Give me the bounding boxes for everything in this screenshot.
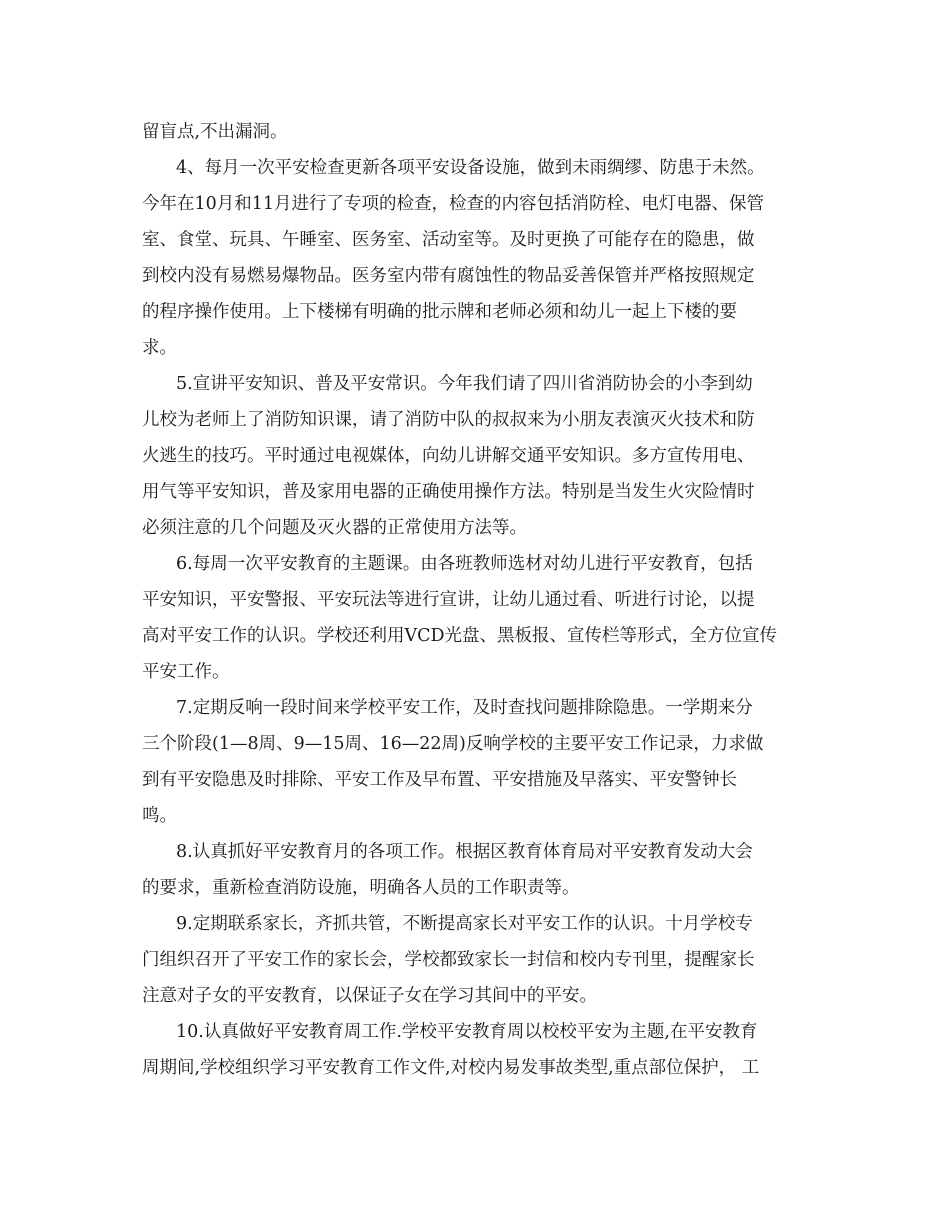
text-line: 平安工作。 — [142, 662, 230, 682]
text-line: 到有平安隐患及时排除、平安工作及早布置、平安措施及早落实、平安警钟长 — [142, 770, 737, 790]
text-line: 火逃生的技巧。平时通过电视媒体，向幼儿讲解交通平安知识。多方宣传用电、 — [142, 446, 755, 466]
text-line: 的程序操作使用。上下楼梯有明确的批示牌和老师必须和幼儿一起上下楼的要 — [142, 302, 737, 322]
text-line: 周期间,学校组织学习平安教育工作文件,对校内易发事故类型,重点部位保护， 工 — [142, 1058, 760, 1078]
text-line: 4、每月一次平安检查更新各项平安设备设施，做到未雨绸缪、防患于未然。 — [176, 158, 765, 178]
text-line: 5.宣讲平安知识、普及平安常识。今年我们请了四川省消防协会的小李到幼 — [176, 374, 753, 394]
paragraph-5 — [142, 366, 812, 546]
paragraph-continued — [142, 114, 812, 150]
paragraph-9 — [142, 906, 812, 1014]
text-line: 必须注意的几个问题及灭火器的正常使用方法等。 — [142, 518, 527, 538]
text-line: 到校内没有易燃易爆物品。医务室内带有腐蚀性的物品妥善保管并严格按照规定 — [142, 266, 755, 286]
text-line: 8.认真抓好平安教育月的各项工作。根据区教育体育局对平安教育发动大会 — [176, 842, 753, 862]
text-line: 9.定期联系家长，齐抓共管，不断提高家长对平安工作的认识。十月学校专 — [176, 914, 753, 934]
text-line: 的要求，重新检查消防设施，明确各人员的工作职责等。 — [142, 878, 580, 898]
text-line: 6.每周一次平安教育的主题课。由各班教师选材对幼儿进行平安教育，包括 — [176, 554, 753, 574]
text-line: 室、食堂、玩具、午睡室、医务室、活动室等。及时更换了可能存在的隐患，做 — [142, 230, 755, 250]
paragraph-8 — [142, 834, 812, 906]
text-line: 留盲点,不出漏洞。 — [142, 122, 288, 142]
paragraph-7 — [142, 690, 812, 834]
text-line: 高对平安工作的认识。学校还利用VCD光盘、黑板报、宣传栏等形式，全方位宣传 — [142, 626, 778, 646]
text-line: 门组织召开了平安工作的家长会，学校都致家长一封信和校内专刊里，提醒家长 — [142, 950, 755, 970]
paragraph-10 — [142, 1014, 812, 1086]
paragraph-4 — [142, 150, 812, 366]
document-body — [142, 114, 812, 1086]
text-line: 7.定期反响一段时间来学校平安工作，及时查找问题排除隐患。一学期来分 — [176, 698, 753, 718]
text-line: 儿校为老师上了消防知识课，请了消防中队的叔叔来为小朋友表演灭火技术和防 — [142, 410, 755, 430]
text-line: 求。 — [142, 338, 177, 358]
text-line: 三个阶段(1—8周、9—15周、16—22周)反响学校的主要平安工作记录，力求做 — [142, 734, 764, 754]
text-line: 平安知识，平安警报、平安玩法等进行宣讲，让幼儿通过看、听进行讨论，以提 — [142, 590, 755, 610]
text-line: 10.认真做好平安教育周工作.学校平安教育周以校校平安为主题,在平安教育 — [176, 1022, 758, 1042]
text-line: 注意对子女的平安教育，以保证子女在学习其间中的平安。 — [142, 986, 597, 1006]
text-line: 用气等平安知识，普及家用电器的正确使用操作方法。特别是当发生火灾险情时 — [142, 482, 755, 502]
text-line: 今年在10月和11月进行了专项的检查，检查的内容包括消防栓、电灯电器、保管 — [142, 194, 765, 214]
text-line: 鸣。 — [142, 806, 177, 826]
paragraph-6 — [142, 546, 812, 690]
